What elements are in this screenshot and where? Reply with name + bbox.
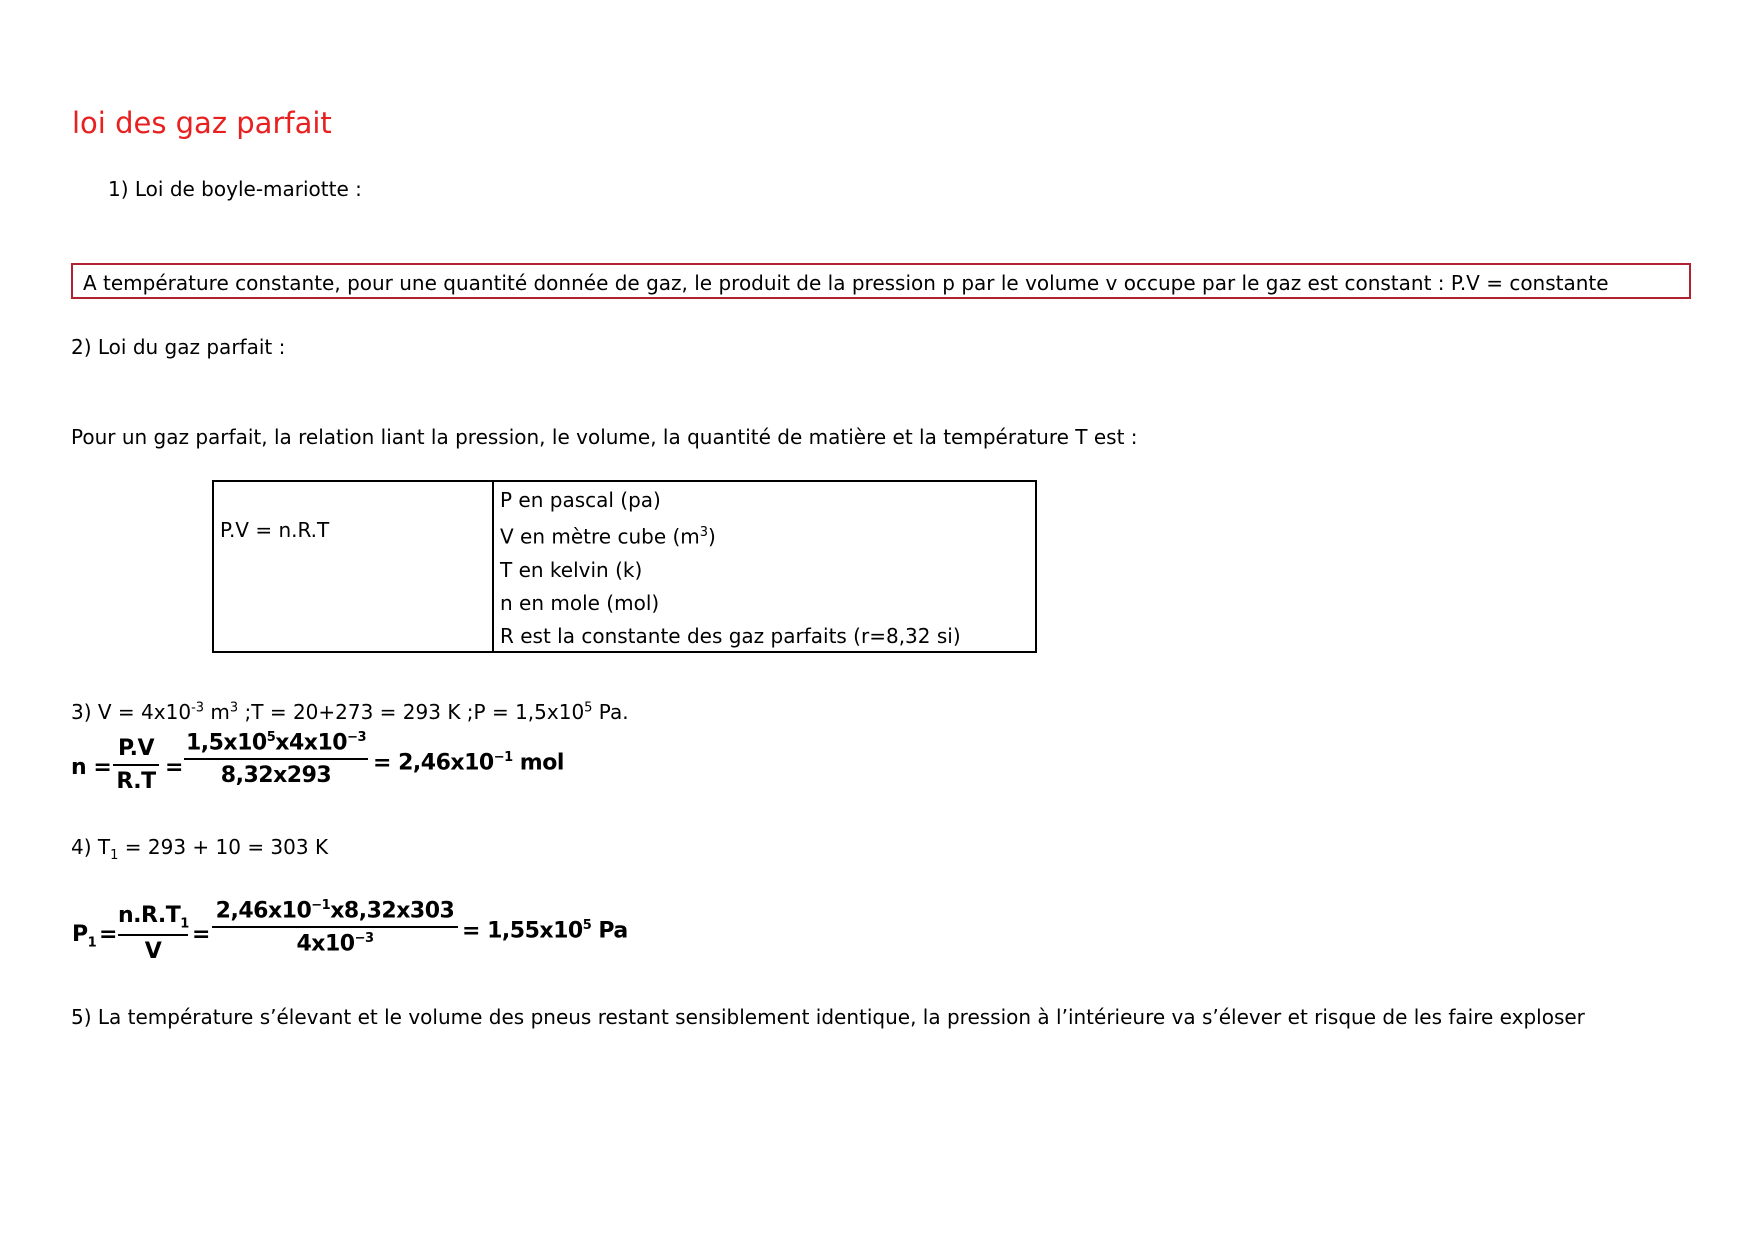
formula-cell bbox=[213, 481, 493, 652]
units-cell bbox=[493, 481, 1036, 652]
boyle-mariotte-statement: A température constante, pour une quantité donnée de gaz, le produit de la pression p par le volume v occupe par le gaz est constant : P.V = constante bbox=[83, 271, 1609, 295]
unit-pressure: P en pascal (pa) bbox=[500, 488, 661, 512]
eq-n-result: = $2,46x10^{-1}$ mol bbox=[373, 750, 564, 776]
eq-n-fraction2: $1,5x10^5x4x10^{-3}$ 8,32x293 bbox=[185, 730, 367, 789]
ideal-gas-table bbox=[212, 480, 1037, 653]
unit-moles: n en mole (mol) bbox=[500, 590, 660, 615]
section2-intro: Pour un gaz parfait, la relation liant la pression, le volume, la quantité de matière et la température T est : bbox=[71, 425, 1138, 449]
eq-p1-equals2: = bbox=[192, 922, 210, 947]
section3-givens: 3) $V = 4x10^{-3}$ $m^3$ ;T = 20+273 = 293 K ;P = $1,5x10^5$ Pa. bbox=[71, 700, 629, 724]
section2-heading: 2) Loi du gaz parfait : bbox=[71, 335, 286, 359]
boyle-mariotte-box bbox=[71, 263, 1691, 299]
eq-p1-fraction2: $2,46x10^{-1}x8,32x303$ $4x10^{-3}$ bbox=[212, 898, 458, 957]
eq-p1-result: = $1,55x10^5$ Pa bbox=[462, 918, 628, 944]
section1-heading: 1) Loi de boyle-mariotte : bbox=[108, 177, 362, 201]
eq-p1-lhs: $P_1$ bbox=[72, 922, 97, 951]
eq-p1-fraction1: $n.R.T_1$ V bbox=[118, 903, 189, 965]
eq-n-lhs: n = bbox=[71, 755, 112, 780]
eq-p1-equals1: = bbox=[99, 922, 117, 947]
unit-volume: V en mètre cube $(m^3)$ bbox=[500, 524, 716, 549]
eq-n-equals: = bbox=[165, 755, 183, 780]
unit-temperature: T en kelvin (k) bbox=[500, 557, 643, 582]
page-title: loi des gaz parfait bbox=[72, 106, 332, 140]
section4-t1: 4) $T_1 = 293 + 10 = 303$ K bbox=[71, 835, 329, 863]
section5-text: 5) La température s’élevant et le volume des pneus restant sensiblement identique, la pression à l’intérieure va s’élever et risque de les faire exploser bbox=[71, 1005, 1585, 1029]
unit-gas-constant: R est la constante des gaz parfaits (r=8,32 si) bbox=[500, 623, 961, 648]
ideal-gas-formula: P.V = n.R.T bbox=[220, 518, 330, 542]
eq-n-fraction1: P.V R.T bbox=[113, 736, 159, 794]
